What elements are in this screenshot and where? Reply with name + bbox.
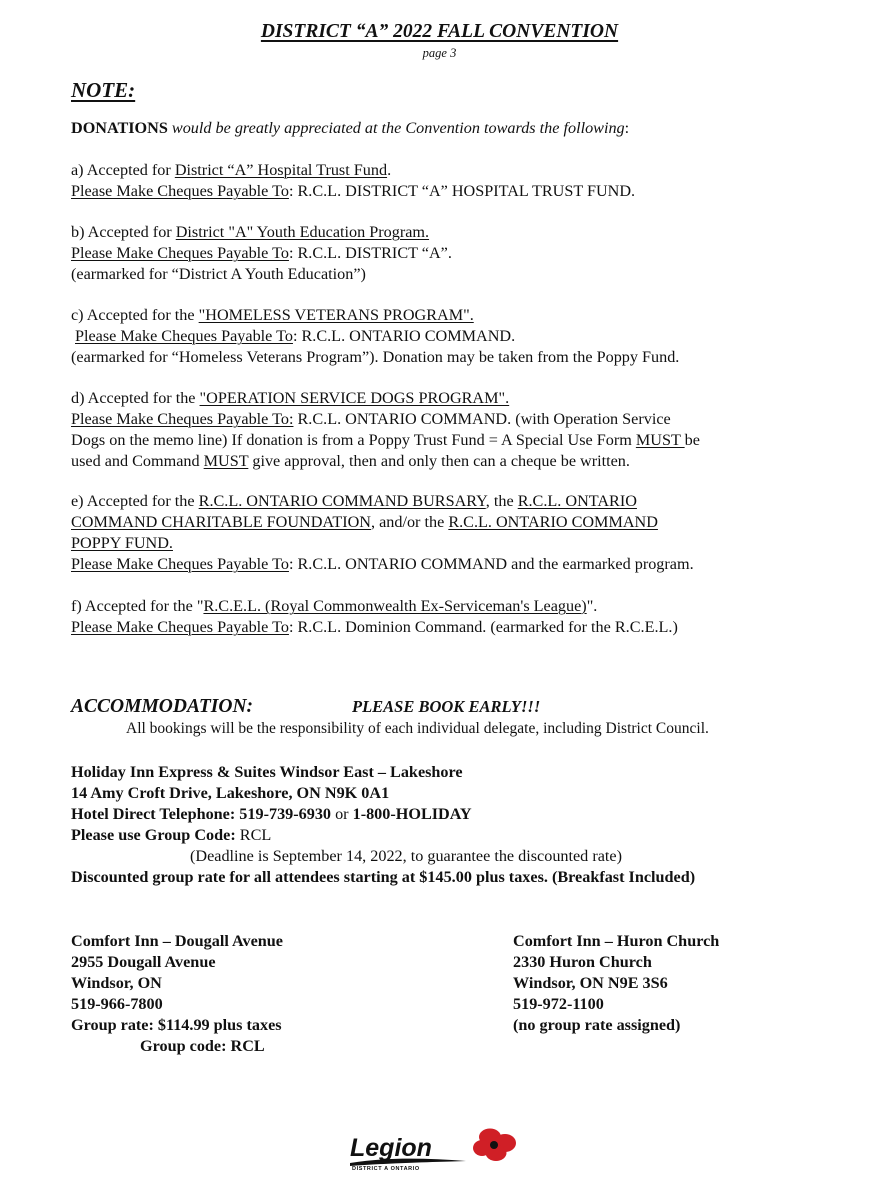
main-hotel-deadline: (Deadline is September 14, 2022, to guarantee the discounted rate) bbox=[190, 847, 622, 865]
payable-label: Please Make Cheques Payable To bbox=[75, 327, 293, 345]
payable-label: Please Make Cheques Payable To: bbox=[71, 410, 294, 428]
item-d-text: give approval, then and only then can a cheque be written. bbox=[248, 452, 630, 470]
main-hotel-address: 14 Amy Croft Drive, Lakeshore, ON N9K 0A1 bbox=[71, 784, 390, 802]
item-d-line1 bbox=[71, 388, 509, 409]
item-e-payee: : R.C.L. ONTARIO COMMAND and the earmarked program. bbox=[288, 555, 694, 573]
item-d-text: be bbox=[684, 431, 700, 449]
item-d-text: Dogs on the memo line) If donation is from a Poppy Trust Fund = A Special Use Form bbox=[71, 431, 636, 449]
item-e-line3 bbox=[71, 533, 173, 554]
item-e-text: , the bbox=[485, 492, 518, 510]
item-e-line4 bbox=[71, 554, 694, 575]
item-d-payee: R.C.L. ONTARIO COMMAND. (with Operation Service bbox=[293, 410, 671, 428]
item-a-line1 bbox=[71, 160, 391, 181]
payable-label: Please Make Cheques Payable To bbox=[71, 618, 289, 636]
donations-text: would be greatly appreciated at the Convention towards the following bbox=[167, 119, 625, 137]
item-d-fund: "OPERATION SERVICE DOGS PROGRAM". bbox=[199, 389, 510, 407]
bookings-note: All bookings will be the responsibility of each individual delegate, including District Council. bbox=[126, 720, 709, 737]
payable-label: Please Make Cheques Payable To bbox=[71, 244, 289, 262]
main-hotel-group-code bbox=[71, 825, 271, 846]
item-e-fund-bursary: R.C.L. ONTARIO COMMAND BURSARY bbox=[198, 492, 486, 510]
item-f-payee: : R.C.L. Dominion Command. (earmarked for the R.C.E.L.) bbox=[288, 618, 678, 636]
item-d-text: used and Command bbox=[71, 452, 204, 470]
donations-label: DONATIONS bbox=[71, 119, 168, 137]
item-e-fund-poppy: POPPY FUND. bbox=[71, 534, 173, 552]
hotel-right-city: Windsor, ON N9E 3S6 bbox=[513, 974, 668, 992]
main-hotel-phone-label: Hotel Direct Telephone: 519-739-6930 bbox=[71, 805, 332, 823]
item-d-line3 bbox=[71, 430, 700, 451]
item-d-line4 bbox=[71, 451, 630, 472]
item-e-prefix: e) Accepted for the bbox=[71, 492, 199, 510]
page-title: DISTRICT “A” 2022 FALL CONVENTION bbox=[260, 21, 619, 42]
item-b-line1 bbox=[71, 222, 429, 243]
item-c-line1 bbox=[71, 305, 474, 326]
note-heading: NOTE: bbox=[71, 78, 136, 102]
item-f-prefix: f) Accepted for the " bbox=[71, 597, 204, 615]
item-d-prefix: d) Accepted for the bbox=[71, 389, 200, 407]
must-emphasis: MUST bbox=[635, 431, 685, 449]
item-b-prefix: b) Accepted for bbox=[71, 223, 176, 241]
payable-label: Please Make Cheques Payable To bbox=[71, 182, 289, 200]
item-e-fund-foundation: COMMAND CHARITABLE FOUNDATION bbox=[71, 513, 371, 531]
item-e-text: , and/or the bbox=[370, 513, 449, 531]
main-hotel-phone bbox=[71, 804, 472, 825]
item-e-fund-foundation: R.C.L. ONTARIO bbox=[517, 492, 637, 510]
hotel-left-phone: 519-966-7800 bbox=[71, 995, 163, 1013]
logo-wordmark: Legion bbox=[350, 1134, 432, 1162]
book-early-notice: PLEASE BOOK EARLY!!! bbox=[352, 697, 541, 716]
item-a-payee: : R.C.L. DISTRICT “A” HOSPITAL TRUST FUND. bbox=[288, 182, 636, 200]
item-b-line2 bbox=[71, 243, 452, 264]
hotel-right-phone: 519-972-1100 bbox=[513, 995, 604, 1013]
accommodation-heading: ACCOMMODATION: bbox=[71, 696, 254, 717]
item-b-earmark: (earmarked for “District A Youth Education”) bbox=[71, 265, 366, 283]
logo-subtext: DISTRICT A ONTARIO bbox=[352, 1166, 420, 1172]
hotel-left-code: Group code: RCL bbox=[140, 1037, 265, 1055]
item-f-fund: R.C.E.L. (Royal Commonwealth Ex-Serviceman's League) bbox=[203, 597, 587, 615]
phone-or: or bbox=[331, 805, 353, 823]
item-a-fund: District “A” Hospital Trust Fund bbox=[174, 161, 388, 179]
page-number: page 3 bbox=[422, 46, 457, 60]
poppy-centre bbox=[490, 1141, 498, 1149]
main-hotel-rate: Discounted group rate for all attendees starting at $145.00 plus taxes. (Breakfast Included) bbox=[71, 868, 696, 886]
hotel-left-address: 2955 Dougall Avenue bbox=[71, 953, 216, 971]
legion-logo bbox=[346, 1126, 526, 1172]
item-e-line2 bbox=[71, 512, 658, 533]
hotel-right-address: 2330 Huron Church bbox=[513, 953, 652, 971]
item-a-suffix: . bbox=[387, 161, 392, 179]
item-f-line2 bbox=[71, 617, 678, 638]
item-c-earmark: (earmarked for “Homeless Veterans Program”). Donation may be taken from the Poppy Fund. bbox=[71, 348, 680, 366]
item-c-prefix: c) Accepted for the bbox=[71, 306, 199, 324]
item-a-prefix: a) Accepted for bbox=[71, 161, 175, 179]
poppy-icon bbox=[473, 1129, 516, 1162]
main-hotel-name: Holiday Inn Express & Suites Windsor East – Lakeshore bbox=[71, 763, 463, 781]
main-hotel-phone-alt: 1-800-HOLIDAY bbox=[352, 805, 472, 823]
item-b-fund: District "A" Youth Education Program. bbox=[175, 223, 430, 241]
group-code-value: RCL bbox=[235, 826, 272, 844]
hotel-left-name: Comfort Inn – Dougall Avenue bbox=[71, 932, 283, 950]
hotel-left-rate: Group rate: $114.99 plus taxes bbox=[71, 1016, 282, 1034]
must-emphasis: MUST bbox=[203, 452, 249, 470]
hotel-right-name: Comfort Inn – Huron Church bbox=[513, 932, 720, 950]
item-c-payee: : R.C.L. ONTARIO COMMAND. bbox=[292, 327, 516, 345]
item-e-fund-poppy: R.C.L. ONTARIO COMMAND bbox=[448, 513, 658, 531]
item-e-line1 bbox=[71, 491, 637, 512]
hotel-left-city: Windsor, ON bbox=[71, 974, 162, 992]
hotel-right-rate: (no group rate assigned) bbox=[513, 1016, 681, 1034]
group-code-label: Please use Group Code: bbox=[71, 826, 236, 844]
donations-colon: : bbox=[624, 119, 630, 137]
item-f-line1 bbox=[71, 596, 597, 617]
item-c-fund: "HOMELESS VETERANS PROGRAM". bbox=[198, 306, 474, 324]
payable-label: Please Make Cheques Payable To bbox=[71, 555, 289, 573]
item-d-line2 bbox=[71, 409, 671, 430]
item-f-suffix: ". bbox=[586, 597, 598, 615]
item-a-line2 bbox=[71, 181, 635, 202]
item-b-payee: : R.C.L. DISTRICT “A”. bbox=[288, 244, 452, 262]
donations-intro bbox=[71, 118, 629, 139]
item-c-line2 bbox=[75, 326, 515, 347]
